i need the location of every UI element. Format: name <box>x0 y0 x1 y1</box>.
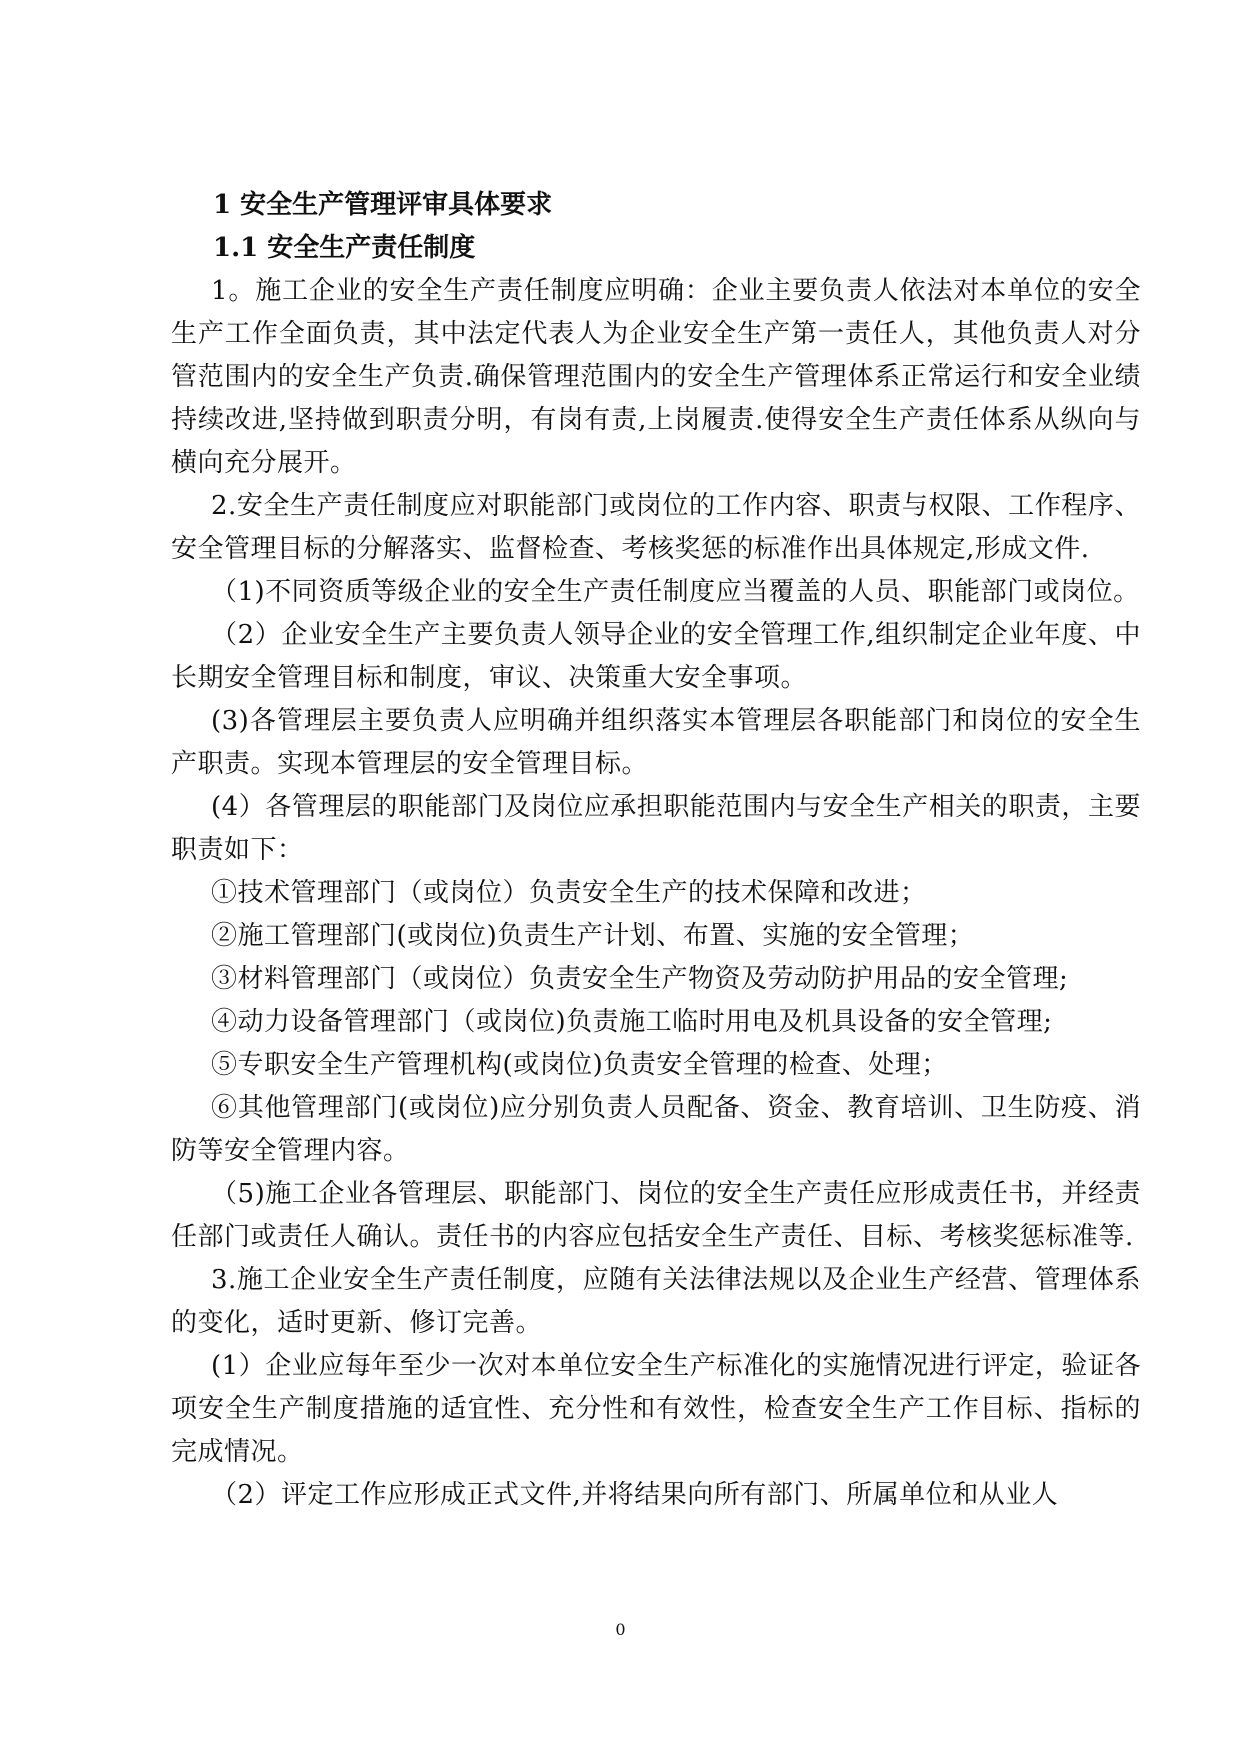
paragraph-10: （2）评定工作应形成正式文件,并将结果向所有部门、所属单位和从业人 <box>211 1480 1059 1510</box>
paragraph-6: (4）各管理层的职能部门及岗位应承担职能范围内与安全生产相关的职责，主要职责如下： <box>171 792 1141 865</box>
paragraph-5: (3)各管理层主要负责人应明确并组织落实本管理层各职能部门和岗位的安全生产职责。实现本管理层的安全管理目标。 <box>171 706 1141 779</box>
document-body <box>171 184 1141 1517</box>
list-item-2: ②施工管理部门(或岗位)负责生产计划、布置、实施的安全管理； <box>211 921 975 951</box>
subsection-heading: 1.1 安全生产责任制度 <box>213 233 476 263</box>
paragraph-7: （5)施工企业各管理层、职能部门、岗位的安全生产责任应形成责任书，并经责任部门或责任人确认。责任书的内容应包括安全生产责任、目标、考核奖惩标准等. <box>171 1179 1141 1252</box>
paragraph-1: 1。施工企业的安全生产责任制度应明确：企业主要负责人依法对本单位的安全生产工作全面负责，其中法定代表人为企业安全生产第一责任人，其他负责人对分管范围内的安全生产负责.确保管理范围内的安全生产管理体系正常运行和安全业绩持续改进,坚持做到职责分明，有岗有责,上岗履责.使得安全生产责任体系从纵向与横向充分展开。 <box>171 276 1141 478</box>
paragraph-4: （2）企业安全生产主要负责人领导企业的安全管理工作,组织制定企业年度、中长期安全管理目标和制度，审议、决策重大安全事项。 <box>171 620 1141 693</box>
list-item-5: ⑤专职安全生产管理机构(或岗位)负责安全管理的检查、处理； <box>211 1050 948 1080</box>
list-item-6: ⑥其他管理部门(或岗位)应分别负责人员配备、资金、教育培训、卫生防疫、消防等安全管理内容。 <box>171 1093 1141 1166</box>
paragraph-2: 2.安全生产责任制度应对职能部门或岗位的工作内容、职责与权限、工作程序、安全管理目标的分解落实、监督检查、考核奖惩的标准作出具体规定,形成文件. <box>171 491 1141 564</box>
section-heading: 1 安全生产管理评审具体要求 <box>213 190 553 220</box>
list-item-3: ③材料管理部门（或岗位）负责安全生产物资及劳动防护用品的安全管理; <box>211 964 1069 994</box>
list-item-4: ④动力设备管理部门（或岗位)负责施工临时用电及机具设备的安全管理; <box>211 1007 1053 1037</box>
paragraph-8: 3.施工企业安全生产责任制度，应随有关法律法规以及企业生产经营、管理体系的变化，适时更新、修订完善。 <box>171 1265 1141 1338</box>
list-item-1: ①技术管理部门（或岗位）负责安全生产的技术保障和改进； <box>211 878 927 908</box>
page-number: 0 <box>615 1620 626 1639</box>
paragraph-9: (1）企业应每年至少一次对本单位安全生产标准化的实施情况进行评定，验证各项安全生产制度措施的适宜性、充分性和有效性，检查安全生产工作目标、指标的完成情况。 <box>171 1351 1141 1467</box>
paragraph-3: （1)不同资质等级企业的安全生产责任制度应当覆盖的人员、职能部门或岗位。 <box>211 577 1140 607</box>
